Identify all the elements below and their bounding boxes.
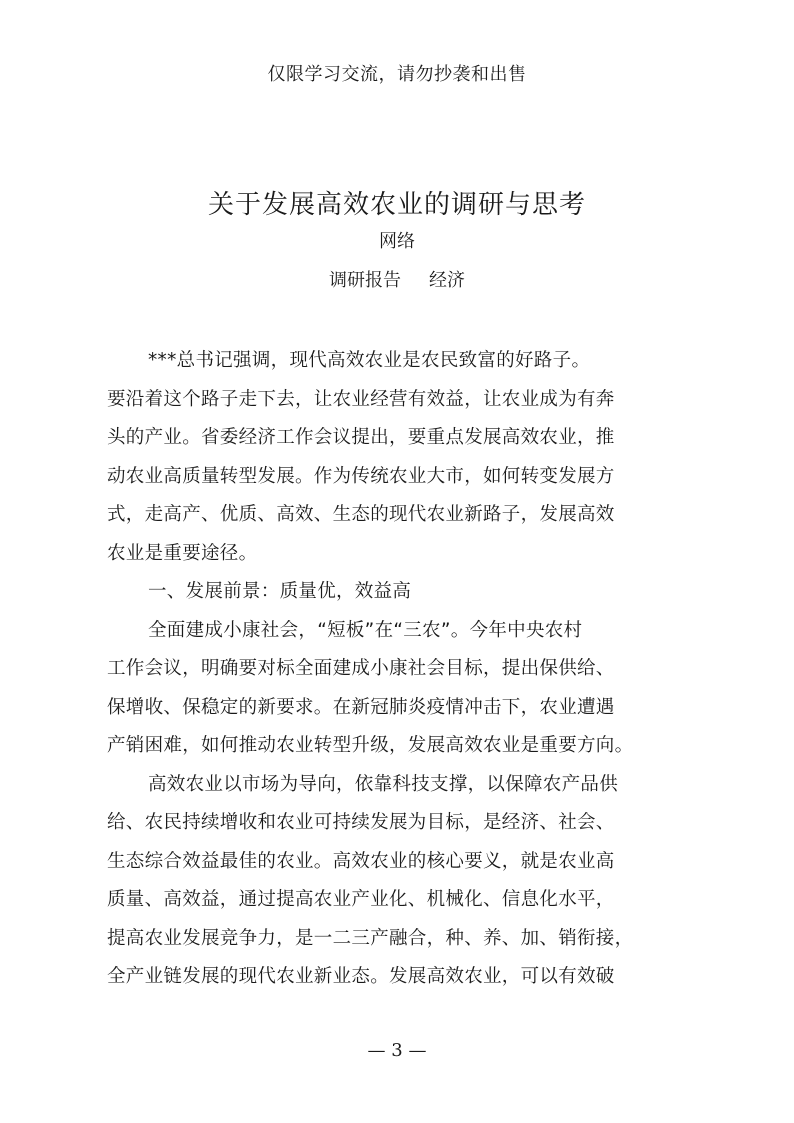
paragraph-line: 提高农业发展竞争力，是一二三产融合，种、养、加、销衔接， [107, 927, 634, 949]
paragraph-line: 生态综合效益最佳的农业。高效农业的核心要义，就是农业高 [107, 850, 615, 872]
paragraph-line: 产销困难，如何推动农业转型升级，发展高效农业是重要方向。 [107, 735, 634, 756]
paragraph-line: 工作会议，明确要对标全面建成小康社会目标，提出保供给、 [107, 658, 615, 679]
paragraph-line: 给、农民持续增收和农业可持续发展为目标，是经济、社会、 [107, 812, 615, 833]
section-heading: 一、发展前景：质量优，效益高 [148, 581, 412, 602]
tags [0, 266, 794, 292]
tag-topic: 经济 [429, 270, 465, 291]
paragraph-line: 要沿着这个路子走下去，让农业经营有效益，让农业成为有奔 [107, 388, 615, 410]
paragraph-line: 农业是重要途径。 [107, 542, 258, 564]
paragraph-line: 高效农业以市场为导向，依靠科技支撑，以保障农产品供 [148, 773, 619, 795]
paragraph-line: 保增收、保稳定的新要求。在新冠肺炎疫情冲击下，农业遭遇 [107, 696, 615, 718]
body-text [107, 342, 667, 997]
tag-category: 调研报告 [329, 270, 401, 291]
document-title: 关于发展高效农业的调研与思考 [207, 190, 586, 220]
paragraph-line: 动农业高质量转型发展。作为传统农业大市，如何转变发展方 [107, 465, 615, 487]
paragraph-line: 式，走高产、优质、高效、生态的现代农业新路子，发展高效 [107, 504, 615, 525]
paragraph-line: 头的产业。省委经济工作会议提出，要重点发展高效农业，推 [107, 427, 615, 448]
author: 网络 [379, 231, 415, 252]
paragraph-line: 全面建成小康社会，“短板”在“三农”。今年中央农村 [148, 619, 583, 641]
paragraph-line: ***总书记强调，现代高效农业是农民致富的好路子。 [148, 350, 591, 371]
paragraph-line: 质量、高效益，通过提高农业产业化、机械化、信息化水平， [107, 889, 615, 910]
paragraph-line: 全产业链发展的现代农业新业态。发展高效农业，可以有效破 [107, 966, 615, 987]
header-note: 仅限学习交流，请勿抄袭和出售 [267, 64, 527, 85]
page-number: — 3 — [367, 1040, 427, 1061]
